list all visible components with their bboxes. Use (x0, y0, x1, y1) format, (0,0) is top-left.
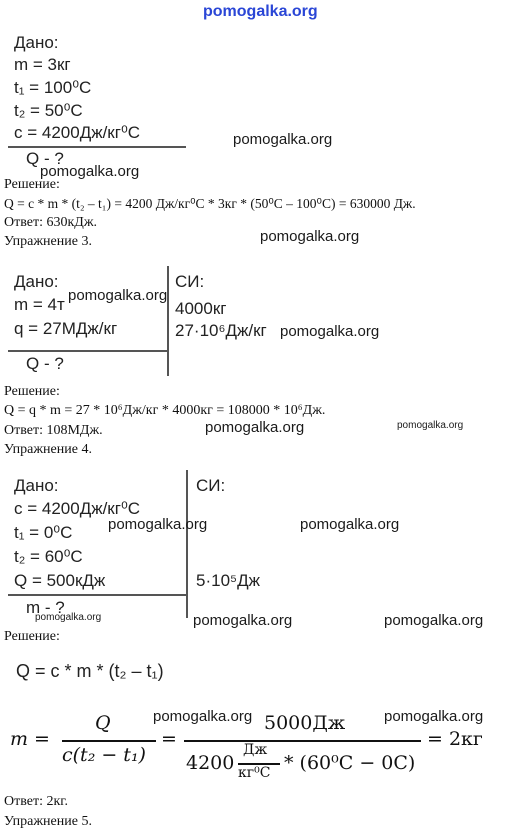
answer-2: Ответ: 108МДж. (4, 423, 103, 438)
watermark: pomogalka.org (233, 131, 333, 148)
exercise-4-heading: Упражнение 4. (4, 442, 92, 457)
exercise-5-heading: Упражнение 5. (4, 814, 92, 829)
given-t1-3: t₁ = 0⁰C (14, 523, 73, 542)
fraction-1-denominator: c(t₂ − t₁) (62, 744, 146, 766)
given-title-3: Дано: (14, 476, 59, 495)
si-q-2: 27·10⁶Дж/кг (175, 321, 267, 340)
find-3: m - ? (26, 598, 65, 617)
solution-formula-1: Q = c * m * (t₂ – t₁) = 4200 Дж/кг⁰C * 3кг * (50⁰C – 100⁰C) = 630000 Дж. (4, 196, 416, 211)
watermark: pomogalka.org (68, 287, 168, 304)
find-1: Q - ? (26, 149, 64, 168)
solution-label-3: Решение: (4, 629, 60, 644)
si-Q-3: 5·10⁵Дж (196, 571, 260, 590)
si-divider-2 (167, 266, 169, 376)
fraction-2-denominator-tail: * (60⁰C − 0C) (284, 752, 416, 774)
given-t2-3: t₂ = 60⁰C (14, 547, 83, 566)
equals-sign: = (161, 728, 177, 750)
given-q-2: q = 27МДж/кг (14, 319, 118, 338)
exercise-3-heading: Упражнение 3. (4, 234, 92, 249)
watermark: pomogalka.org (384, 708, 484, 725)
given-c-1: c = 4200Дж/кг⁰C (14, 123, 141, 142)
unit-denominator: кг⁰С (238, 765, 271, 781)
watermark: pomogalka.org (384, 612, 484, 629)
watermark: pomogalka.org (153, 708, 253, 725)
watermark: pomogalka.org (260, 228, 360, 245)
watermark: pomogalka.org (35, 612, 102, 623)
fraction-1-bar (62, 740, 156, 742)
mass-result: = 2кг (427, 728, 483, 750)
si-mass-2: 4000кг (175, 299, 227, 318)
given-divider-3 (8, 594, 188, 596)
given-t2-1: t₂ = 50⁰C (14, 101, 83, 120)
fraction-2-bar (184, 740, 421, 742)
fraction-2-numerator: 5000Дж (264, 712, 346, 734)
unit-numerator: Дж (243, 742, 268, 758)
watermark-top: pomogalka.org (203, 3, 318, 20)
given-title-1: Дано: (14, 33, 59, 52)
watermark: pomogalka.org (40, 163, 140, 180)
watermark: pomogalka.org (205, 419, 305, 436)
solution-label-1: Решение: (4, 177, 60, 192)
given-divider-2 (8, 350, 168, 352)
solution-formula-3: Q = c * m * (t₂ – t₁) (16, 661, 164, 681)
watermark: pomogalka.org (300, 516, 400, 533)
given-title-2: Дано: (14, 272, 59, 291)
solution-label-2: Решение: (4, 384, 60, 399)
find-2: Q - ? (26, 354, 64, 373)
si-divider-3 (186, 470, 188, 618)
watermark: pomogalka.org (280, 323, 380, 340)
given-mass-2: m = 4т (14, 295, 65, 314)
answer-1: Ответ: 630кДж. (4, 215, 98, 230)
fraction-2-denominator-coef: 4200 (186, 752, 235, 774)
answer-3: Ответ: 2кг. (4, 794, 68, 809)
si-title-2: СИ: (175, 272, 205, 291)
given-mass-1: m = 3кг (14, 55, 71, 74)
given-Q-3: Q = 500кДж (14, 571, 106, 590)
mass-lhs: m = (10, 728, 50, 750)
watermark: pomogalka.org (397, 420, 464, 431)
given-c-3: c = 4200Дж/кг⁰C (14, 499, 141, 518)
given-t1-1: t₁ = 100⁰C (14, 78, 92, 97)
watermark: pomogalka.org (193, 612, 293, 629)
watermark: pomogalka.org (108, 516, 208, 533)
solution-formula-2: Q = q * m = 27 * 10⁶Дж/кг * 4000кг = 108000 * 10⁶Дж. (4, 403, 326, 418)
fraction-1-numerator: Q (95, 712, 111, 734)
si-title-3: СИ: (196, 476, 226, 495)
